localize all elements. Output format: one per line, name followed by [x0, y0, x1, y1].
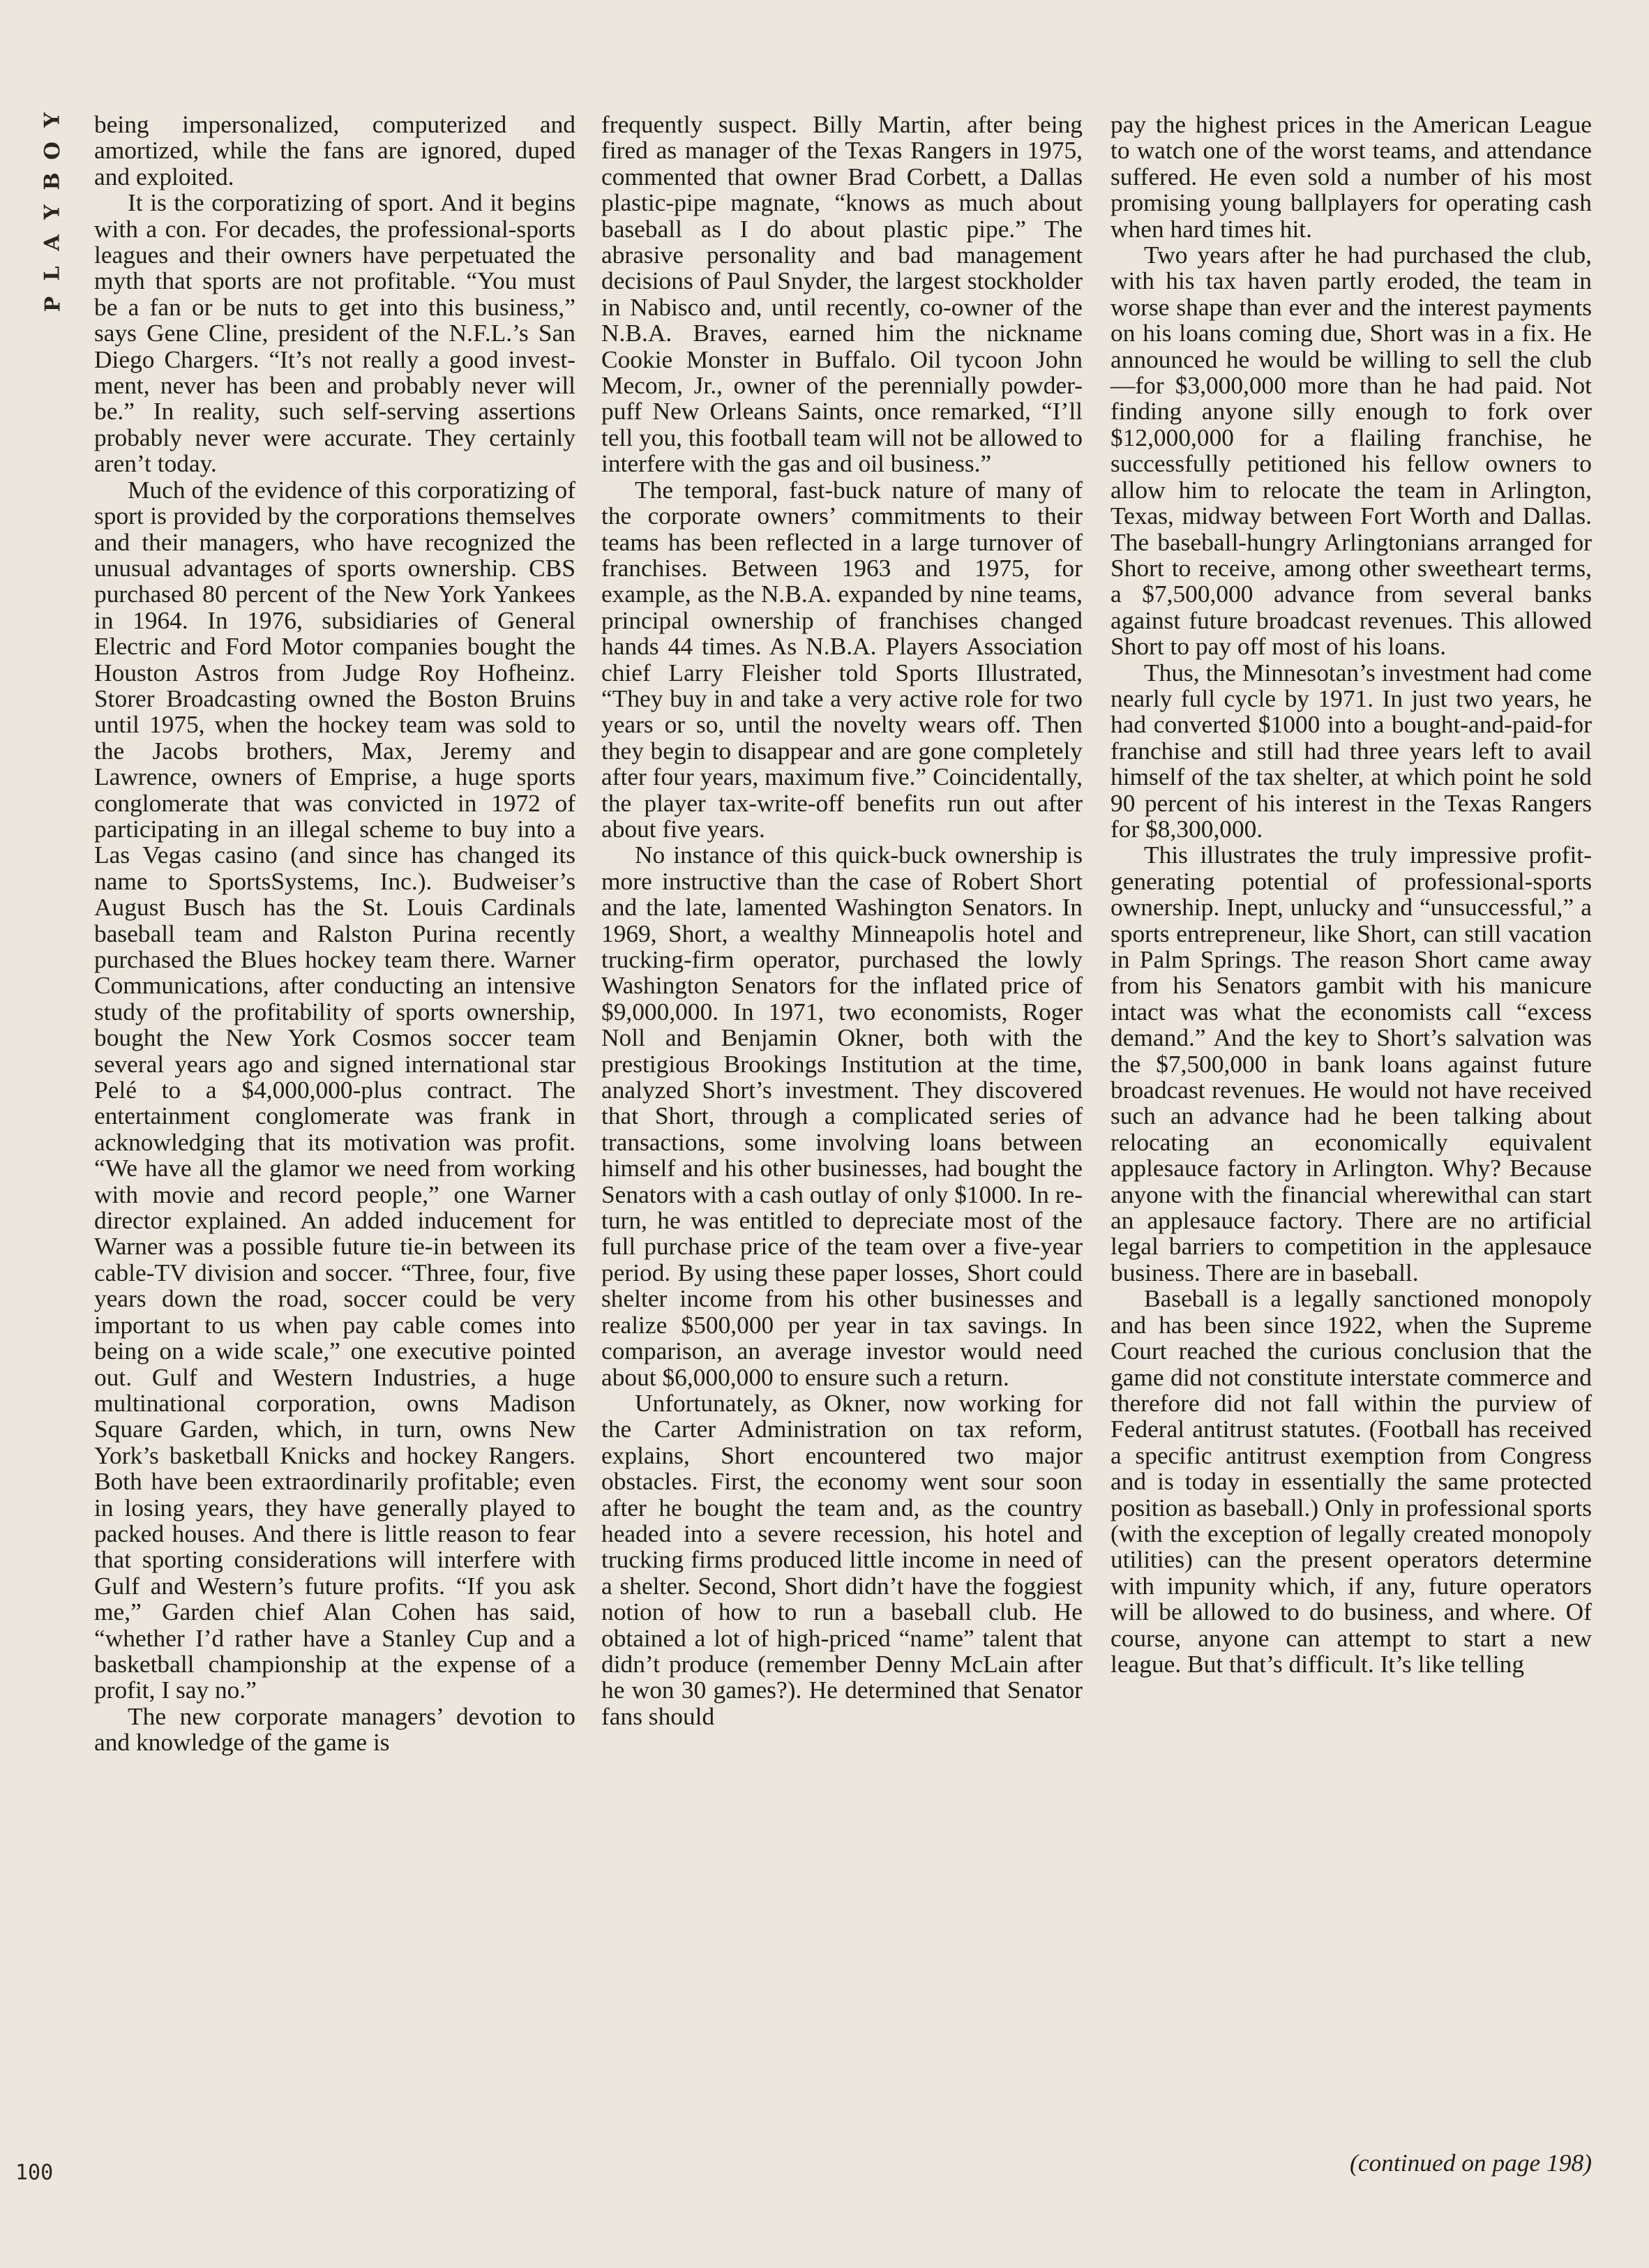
article-column-3 [1110, 112, 1592, 1677]
paragraph: Much of the evidence of this corporatizing of sport is provided by the corporations themselves and their managers, who have recognized the unusual advantages of sports ownership. CBS purchased 80 percent of the New York Yankees in 1964. In 1976, subsidiaries of General Electric and Ford Motor companies bought the Houston Astros from Judge Roy Hofheinz. Storer Broadcasting owned the Boston Bruins until 1975, when the hockey team was sold to the Jacobs brothers, Max, Jeremy and Lawrence, owners of Emprise, a huge sports conglomerate that was convicted in 1972 of participating in an illegal scheme to buy into a Las Vegas casino (and since has changed its name to SportsSystems, Inc.). Budweiser’s August Busch has the St. Louis Cardinals baseball team and Ralston Purina recently purchased the Blues hockey team there. Warner Communications, after conducting an intensive study of the profitability of sports ownership, bought the New York Cosmos soccer team several years ago and signed international star Pelé to a $4,000,000-plus contract. The entertainment conglomerate was frank in acknowledging that its motivation was profit. “We have all the glamor we need from working with movie and record people,” one Warner director explained. An added inducement for Warner was a possible future tie-in between its cable-TV division and soccer. “Three, four, five years down the road, soccer could be very important to us when pay cable comes into being on a wide scale,” one executive pointed out. Gulf and Western Industries, a huge multinational corporation, owns Madison Square Garden, which, in turn, owns New York’s basketball Knicks and hockey Rangers. Both have been extraordinarily profitable; even in losing years, they have generally played to packed houses. And there is little reason to fear that sporting considerations will interfere with Gulf and Western’s future profits. “If you ask me,” Garden chief Alan Cohen has said, “whether I’d rather have a Stanley Cup and a basketball championship at the expense of a profit, I say no.” [94, 475, 575, 1704]
paragraph: No instance of this quick-buck ownership is more instructive than the case of Robert Short and the late, lamented Washington Senators. In 1969, Short, a wealthy Minneapolis hotel and trucking-firm operator, purchased the lowly Washington Senators for the inflated price of $9,000,000. In 1971, two economists, Roger Noll and Benjamin Okner, both with the prestigious Brookings Institution at the time, analyzed Short’s investment. They discovered that Short, through a complicated series of transactions, some involving loans between himself and his other businesses, had bought the Senators with a cash outlay of only $1000. In return, he was entitled to depreciate most of the full purchase price of the team over a five-year period. By using these paper losses, Short could shelter income from his other businesses and realize $500,000 per year in tax savings. In comparison, an average investor would need about $6,000,000 to ensure such a return. [601, 841, 1083, 1391]
magazine-logo-vertical [39, 105, 67, 320]
page-number: 100 [15, 2161, 54, 2185]
article-column-1 [94, 112, 575, 1756]
logo-letter: O [40, 141, 65, 160]
paragraph: Unfortunately, as Okner, now working for the Carter Administration on tax reform, explains, Short encountered two major obstacles. First, the economy went sour soon after he bought the team and, as the country headed into a severe recession, his hotel and trucking firms produced little income in need of a shelter. Second, Short didn’t have the foggiest notion of how to run a baseball club. He obtained a lot of high-priced “name” talent that didn’t produce (remember Denny McLain after he won 30 games?). He determined that Senator fans should [601, 1388, 1083, 1730]
paragraph: Baseball is a legally sanctioned monopoly and has been since 1922, when the Supreme Court reached the curious conclusion that the game did not constitute interstate commerce and therefore did not fall within the purview of Federal antitrust statutes. (Football has received a specific antitrust exemption from Congress and is today in essentially the same protected position as baseball.) Only in professional sports (with the exception of legally created monopoly utilities) can the present operators determine with impunity which, if any, future operators will be allowed to do business, and where. Of course, anyone can attempt to start a new league. But that’s difficult. It’s like telling [1110, 1284, 1592, 1678]
paragraph: frequently suspect. Billy Martin, after being fired as manager of the Texas Rangers in 1975, commented that owner Brad Corbett, a Dallas plastic-pipe magnate, “knows as much about baseball as I do about plastic pipe.” The abrasive personality and bad management decisions of Paul Snyder, the largest stockholder in Nabisco and, until recently, co-owner of the N.B.A. Braves, earned him the nickname Cookie Monster in Buffalo. Oil tycoon John Mecom, Jr., owner of the perennially powder-puff New Orleans Saints, once remarked, “I’ll tell you, this football team will not be allowed to interfere with the gas and oil business.” [601, 110, 1083, 478]
article-column-2 [601, 112, 1083, 1729]
logo-letter: Y [40, 204, 65, 220]
paragraph: Two years after he had purchased the club, with his tax haven partly eroded, the team in worse shape than ever and the interest payments on his loans coming due, Short was in a fix. He announced he would be willing to sell the club—for $3,000,000 more than he had paid. Not finding anyone silly enough to fork over $12,000,000 for a flailing franchise, he successfully petitioned his fellow owners to allow him to relocate the team in Arlington, Texas, midway between Fort Worth and Dallas. The baseball-hungry Arlingtonians arranged for Short to receive, among other sweetheart terms, a $7,500,000 advance from several banks against future broadcast revenues. This allowed Short to pay off most of his loans. [1110, 241, 1592, 661]
logo-letter: A [40, 234, 65, 251]
paragraph: pay the highest prices in the American League to watch one of the worst teams, and attendance suffered. He even sold a number of his most promising young ballplayers for operating cash when hard times hit. [1110, 110, 1592, 243]
paragraph: The new corporate managers’ devotion to and knowledge of the game is [94, 1702, 575, 1757]
logo-letter: L [40, 266, 65, 281]
paragraph: Thus, the Minnesotan’s investment had come nearly full cycle by 1971. In just two years, he had converted $1000 into a bought-and-paid-for franchise and still had three years left to avail himself of the tax shelter, at which point he sold 90 percent of his interest in the Texas Rangers for $8,300,000. [1110, 658, 1592, 843]
logo-letter: B [40, 172, 65, 190]
continuation-note: (continued on page 198) [1350, 2149, 1592, 2177]
logo-letter: Y [40, 112, 65, 128]
paragraph: The temporal, fast-buck nature of many of the corporate owners’ commitments to their teams has been reflected in a large turnover of franchises. Between 1963 and 1975, for example, as the N.B.A. expanded by nine teams, principal ownership of franchises changed hands 44 times. As N.B.A. Players Association chief Larry Fleisher told Sports Illustrated, “They buy in and take a very active role for two years or so, until the novelty wears off. Then they begin to disappear and are gone completely after four years, maximum five.” Coincidentally, the player tax-write-off benefits run out after about five years. [601, 475, 1083, 843]
paragraph: being impersonalized, computerized and amortized, while the fans are ignored, duped and exploited. [94, 110, 575, 190]
paragraph: It is the corporatizing of sport. And it begins with a con. For decades, the professional-sports leagues and their owners have perpetuated the myth that sports are not profitable. “You must be a fan or be nuts to get into this business,” says Gene Cline, president of the N.F.L.’s San Diego Chargers. “It’s not really a good investment, never has been and probably never will be.” In reality, such self-serving assertions probably never were accurate. They certainly aren’t today. [94, 188, 575, 478]
paragraph: This illustrates the truly impressive profit-generating potential of professional-sports ownership. Inept, unlucky and “unsuccessful,” a sports entrepreneur, like Short, can still vacation in Palm Springs. The reason Short came away from his Senators gambit with his manicure intact was what the economists call “excess demand.” And the key to Short’s salvation was the $7,500,000 in bank loans against future broadcast revenues. He would not have received such an advance had he been talking about relocating an economically equivalent applesauce factory in Arlington. Why? Because anyone with the financial wherewithal can start an applesauce factory. There are no artificial legal barriers to competition in the applesauce business. There are in baseball. [1110, 841, 1592, 1286]
logo-letter: P [40, 296, 65, 313]
